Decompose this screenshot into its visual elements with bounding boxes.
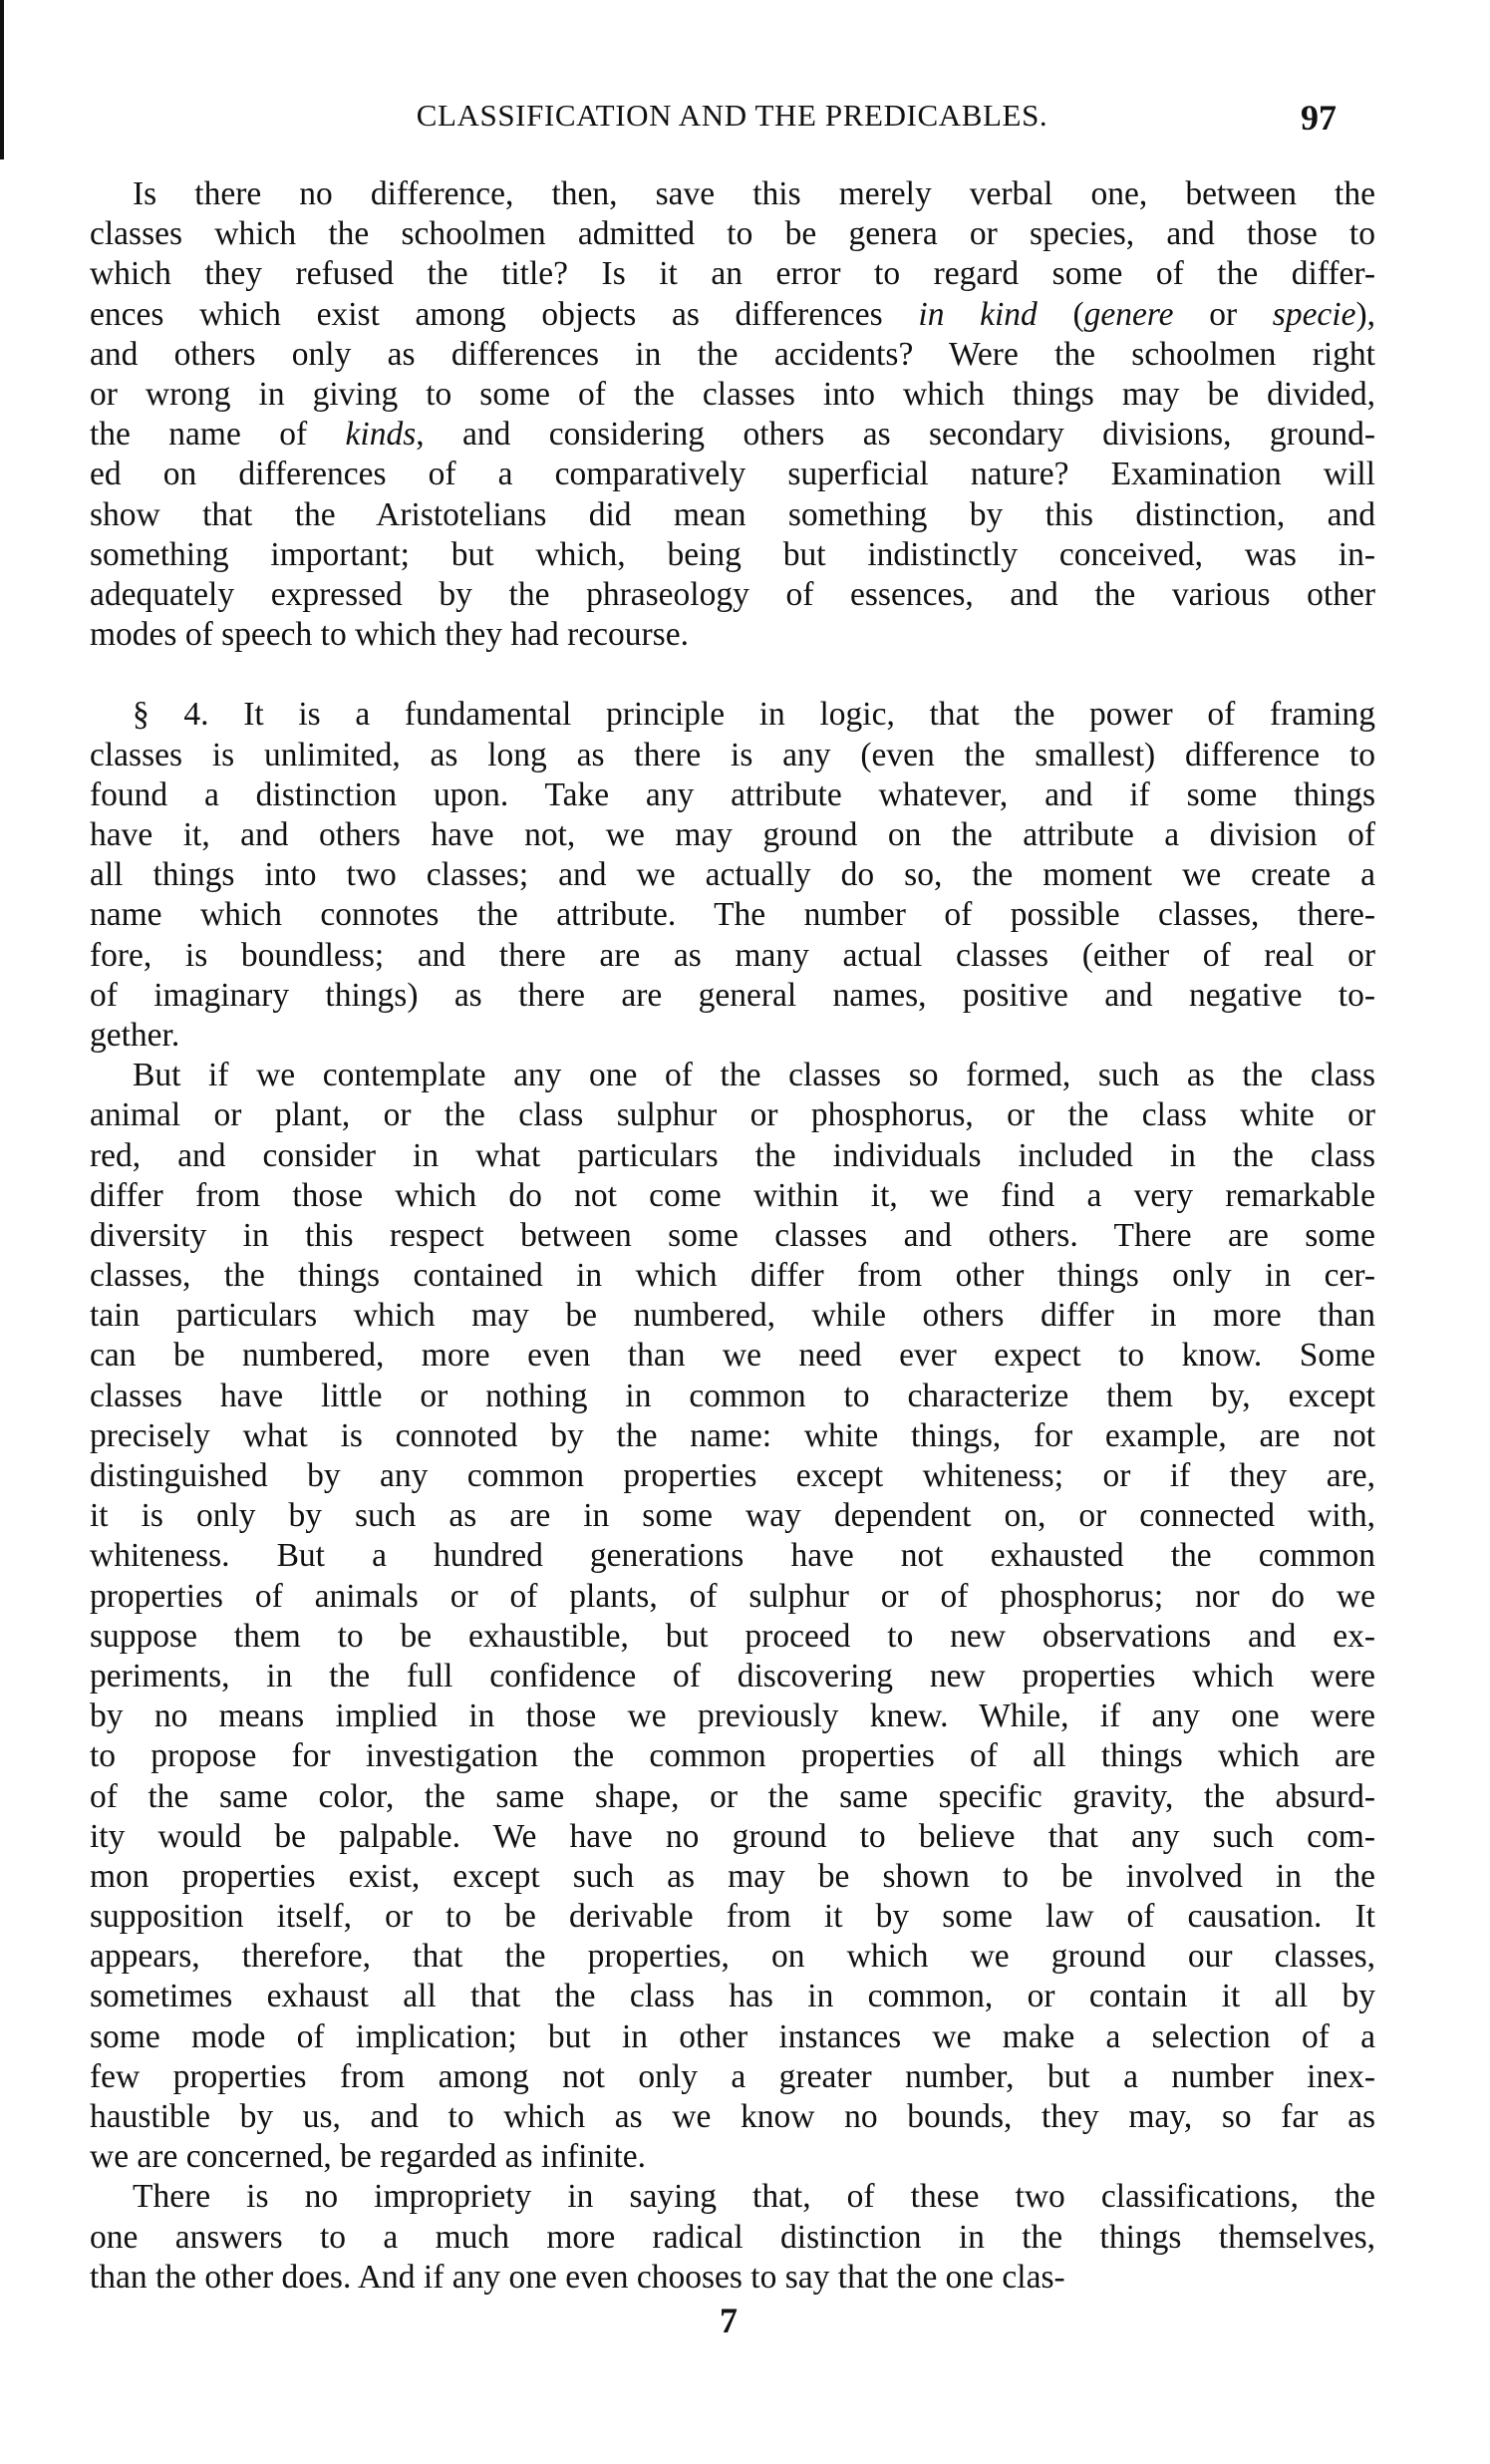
italic-term: in kind — [918, 295, 1038, 333]
text-line: modes of speech to which they had recourse. — [90, 616, 689, 654]
text-line: by no means implied in those we previously knew. While, if any one were — [90, 1697, 1375, 1735]
text-line: it is only by such as are in some way dependent on, or connected with, — [90, 1497, 1375, 1535]
paragraph — [90, 2177, 1375, 2298]
italic-term: kinds — [345, 416, 417, 454]
text-line: sometimes exhaust all that the class has in common, or contain it all by — [90, 1978, 1375, 2015]
text-line: some mode of implication; but in other instances we make a selection of a — [90, 2017, 1375, 2055]
text-line: There is no impropriety in saying that, of these two classifications, the — [133, 2178, 1375, 2216]
text-line: something important; but which, being but indistinctly conceived, was in- — [90, 535, 1375, 573]
text-line: mon properties exist, except such as may be shown to be involved in the — [90, 1857, 1375, 1895]
text-line: to propose for investigation the common properties of all things which are — [90, 1737, 1375, 1775]
text-line: diversity in this respect between some classes and others. There are some — [90, 1216, 1375, 1254]
text-line: than the other does. And if any one even chooses to say that the one clas- — [90, 2258, 1065, 2296]
text-line: can be numbered, more even than we need ever expect to know. Some — [90, 1337, 1375, 1375]
text-line: one answers to a much more radical distinction in the things themselves, — [90, 2218, 1375, 2256]
text-line: name which connotes the attribute. The number of possible classes, there- — [90, 896, 1375, 934]
text-line: classes have little or nothing in common to characterize them by, except — [90, 1377, 1375, 1414]
text-line: adequately expressed by the phraseology of essences, and the various other — [90, 575, 1375, 613]
text-line: ed on differences of a comparatively superficial nature? Examination will — [90, 456, 1375, 493]
text-line: ity would be palpable. We have no ground to believe that any such com- — [90, 1817, 1375, 1855]
text-line: distinguished by any common properties except whiteness; or if they are, — [90, 1457, 1375, 1494]
text-line: we are concerned, be regarded as infinite. — [90, 2138, 647, 2176]
signature-mark: 7 — [720, 2301, 738, 2340]
text-line: of imaginary things) as there are general names, positive and negative to- — [90, 976, 1375, 1014]
italic-term: specie — [1272, 295, 1356, 333]
text-line: show that the Aristotelians did mean something by this distinction, and — [90, 495, 1375, 533]
text-line: which they refused the title? Is it an error to regard some of the differ- — [90, 255, 1375, 293]
body-text — [90, 174, 1375, 2298]
text-line: the name of kinds, and considering others as secondary divisions, ground- — [90, 416, 1375, 454]
text-line: Is there no difference, then, save this merely verbal one, between the — [133, 175, 1375, 212]
paragraph — [90, 1056, 1375, 2177]
text-line: § 4. It is a fundamental principle in logic, that the power of framing — [133, 696, 1375, 734]
text-line: or wrong in giving to some of the classes into which things may be divided, — [90, 375, 1375, 413]
text-line: classes is unlimited, as long as there is any (even the smallest) difference to — [90, 736, 1375, 773]
text-line: found a distinction upon. Take any attribute whatever, and if some things — [90, 775, 1375, 813]
text-line: gether. — [90, 1016, 180, 1054]
text-line: animal or plant, or the class sulphur or phosphorus, or the class white or — [90, 1096, 1375, 1134]
running-head — [0, 96, 1490, 136]
text-line: of the same color, the same shape, or the same specific gravity, the absurd- — [90, 1777, 1375, 1815]
running-title: CLASSIFICATION AND THE PREDICABLES. — [416, 98, 1048, 133]
paragraph-gap — [90, 655, 1375, 695]
paragraph — [90, 174, 1375, 655]
text-line: periments, in the full confidence of discovering new properties which were — [90, 1657, 1375, 1694]
page-number: 97 — [1301, 98, 1337, 138]
text-line: precisely what is connoted by the name: white things, for example, are not — [90, 1416, 1375, 1454]
italic-term: genere — [1083, 295, 1174, 333]
scan-edge-line — [0, 0, 4, 159]
paragraph — [90, 695, 1375, 1056]
text-line: tain particulars which may be numbered, while others differ in more than — [90, 1297, 1375, 1335]
text-line: suppose them to be exhaustible, but proceed to new observations and ex- — [90, 1617, 1375, 1655]
text-line: ences which exist among objects as differences in kind (genere or specie), — [90, 295, 1376, 333]
text-line: classes, the things contained in which differ from other things only in cer- — [90, 1257, 1375, 1295]
text-line: appears, therefore, that the properties, on which we ground our classes, — [90, 1938, 1375, 1976]
text-line: fore, is boundless; and there are as many actual classes (either of real or — [90, 936, 1375, 974]
text-line: and others only as differences in the accidents? Were the schoolmen right — [90, 335, 1375, 373]
text-line: have it, and others have not, we may ground on the attribute a division of — [90, 816, 1375, 853]
text-line: But if we contemplate any one of the classes so formed, such as the class — [133, 1057, 1375, 1094]
text-line: properties of animals or of plants, of sulphur or of phosphorus; nor do we — [90, 1577, 1375, 1615]
text-line: all things into two classes; and we actually do so, the moment we create a — [90, 856, 1375, 894]
text-line: few properties from among not only a greater number, but a number inex- — [90, 2057, 1375, 2095]
text-line: classes which the schoolmen admitted to be genera or species, and those to — [90, 215, 1375, 253]
text-line: whiteness. But a hundred generations have not exhausted the common — [90, 1537, 1375, 1575]
text-line: supposition itself, or to be derivable from it by some law of causation. It — [90, 1898, 1375, 1936]
text-line: red, and consider in what particulars the individuals included in the class — [90, 1136, 1375, 1174]
text-line: haustible by us, and to which as we know no bounds, they may, so far as — [90, 2098, 1375, 2135]
text-line: differ from those which do not come within it, we find a very remarkable — [90, 1176, 1375, 1214]
